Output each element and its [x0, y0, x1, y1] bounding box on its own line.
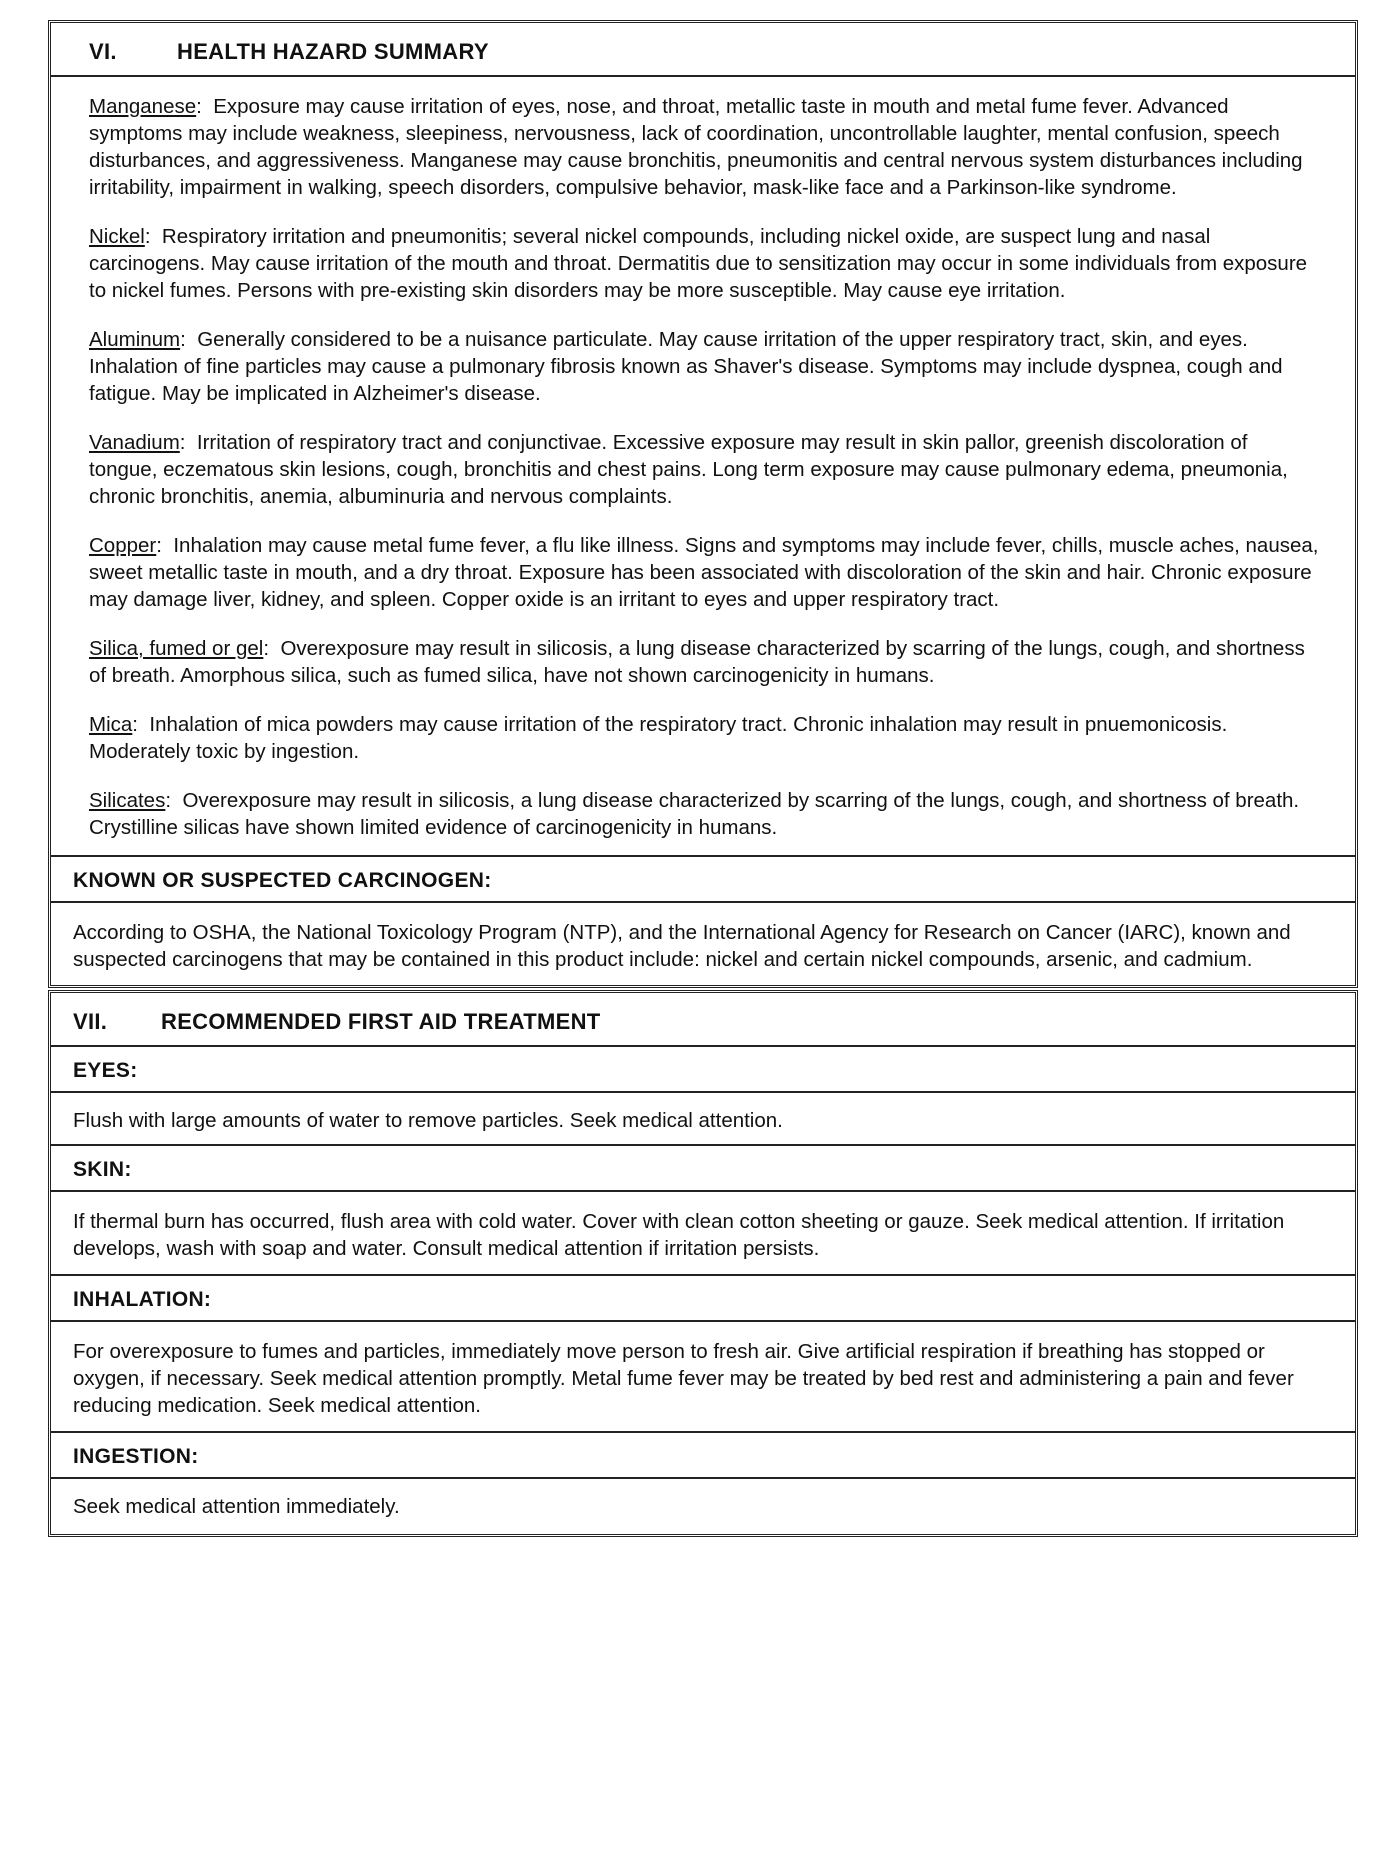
hazard-manganese: Manganese: Exposure may cause irritation of eyes, nose, and throat, metallic taste in mouth and metal fume fever. Advanced symptoms may include weakness, sleepiness, nervousness, lack of coordination, uncontrollable laughter, mental confusion, speech disturbances, and aggressiveness. Manganese may cause bronchitis, pneumonitis and central nervous system disturbances including irritability, impairment in walking, speech disorders, compulsive behavior, mask-like face and a Parkinson-like syndrome. — [89, 95, 1303, 199]
skin-heading: SKIN: — [51, 1144, 1355, 1192]
hazard-silica: Silica, fumed or gel: Overexposure may result in silicosis, a lung disease characterized by scarring of the lungs, cough, and shortness of breath. Amorphous silica, such as fumed silica, have not shown carcinogenicity in humans. — [89, 637, 1305, 687]
hazard-list — [51, 77, 1355, 855]
section-7-title: RECOMMENDED FIRST AID TREATMENT — [161, 1009, 601, 1034]
ingestion-text: Seek medical attention immediately. — [73, 1495, 400, 1518]
hazard-name: Nickel — [89, 225, 145, 248]
section-7-header — [51, 993, 1355, 1047]
hazard-name: Silica, fumed or gel — [89, 637, 264, 660]
inhalation-heading: INHALATION: — [51, 1274, 1355, 1322]
health-hazard-section — [48, 20, 1358, 988]
inhalation-text: For overexposure to fumes and particles, immediately move person to fresh air. Give artificial respiration if breathing has stopped or oxygen, if necessary. Seek medical attention promptly. Metal fume fever may be treated by bed rest and administering a pain and fever reducing medication. Seek medical attention. — [73, 1340, 1294, 1417]
msds-page — [48, 20, 1358, 1537]
eyes-text: Flush with large amounts of water to remove particles. Seek medical attention. — [73, 1109, 783, 1132]
hazard-text: Exposure may cause irritation of eyes, nose, and throat, metallic taste in mouth and metal fume fever. Advanced symptoms may include weakness, sleepiness, nervousness, lack of coordination, uncontrollable laughter, mental confusion, speech disturbances, and aggressiveness. Manganese may cause bronchitis, pneumonitis and central nervous system disturbances including irritability, impairment in walking, speech disorders, compulsive behavior, mask-like face and a Parkinson-like syndrome. — [89, 95, 1303, 199]
hazard-text: Generally considered to be a nuisance particulate. May cause irritation of the upper respiratory tract, skin, and eyes. Inhalation of fine particles may cause a pulmonary fibrosis known as Shaver's disease. Symptoms may include dyspnea, cough and fatigue. May be implicated in Alzheimer's disease. — [89, 328, 1283, 405]
section-7-number: VII. — [73, 1009, 108, 1034]
hazard-mica: Mica: Inhalation of mica powders may cause irritation of the respiratory tract. Chronic inhalation may result in pnuemonicosis. Moderately toxic by ingestion. — [89, 713, 1228, 763]
hazard-name: Copper — [89, 534, 157, 557]
carcinogen-text: According to OSHA, the National Toxicology Program (NTP), and the International Agency for Research on Cancer (IARC), known and suspected carcinogens that may be contained in this product include: nickel and certain nickel compounds, arsenic, and cadmium. — [73, 921, 1291, 971]
hazard-vanadium: Vanadium: Irritation of respiratory tract and conjunctivae. Excessive exposure may result in skin pallor, greenish discoloration of tongue, eczematous skin lesions, cough, bronchitis and chest pains. Long term exposure may cause pulmonary edema, pneumonia, chronic bronchitis, anemia, albuminuria and nervous complaints. — [89, 431, 1288, 508]
hazard-name: Manganese — [89, 95, 197, 118]
skin-text: If thermal burn has occurred, flush area with cold water. Cover with clean cotton sheeting or gauze. Seek medical attention. If irritation develops, wash with soap and water. Consult medical attention if irritation persists. — [73, 1210, 1285, 1260]
hazard-text: Inhalation of mica powders may cause irritation of the respiratory tract. Chronic inhalation may result in pnuemonicosis. Moderately toxic by ingestion. — [89, 713, 1228, 763]
hazard-text: Irritation of respiratory tract and conjunctivae. Excessive exposure may result in skin pallor, greenish discoloration of tongue, eczematous skin lesions, cough, bronchitis and chest pains. Long term exposure may cause pulmonary edema, pneumonia, chronic bronchitis, anemia, albuminuria and nervous complaints. — [89, 431, 1288, 508]
hazard-copper: Copper: Inhalation may cause metal fume fever, a flu like illness. Signs and symptoms may include fever, chills, muscle aches, nausea, sweet metallic taste in mouth, and a dry throat. Exposure has been associated with discoloration of the skin and hair. Chronic exposure may damage liver, kidney, and spleen. Copper oxide is an irritant to eyes and upper respiratory tract. — [89, 534, 1319, 611]
section-6-header — [51, 23, 1355, 77]
section-6-title: HEALTH HAZARD SUMMARY — [177, 39, 489, 64]
hazard-nickel: Nickel: Respiratory irritation and pneumonitis; several nickel compounds, including nickel oxide, are suspect lung and nasal carcinogens. May cause irritation of the mouth and throat. Dermatitis due to sensitization may occur in some individuals from exposure to nickel fumes. Persons with pre-existing skin disorders may be more susceptible. May cause eye irritation. — [89, 225, 1308, 302]
hazard-text: Overexposure may result in silicosis, a lung disease characterized by scarring of the lungs, cough, and shortness of breath. Amorphous silica, such as fumed silica, have not shown carcinogenicity in humans. — [89, 637, 1305, 687]
carcinogen-heading: KNOWN OR SUSPECTED CARCINOGEN: — [51, 855, 1355, 903]
hazard-text: Inhalation may cause metal fume fever, a flu like illness. Signs and symptoms may include fever, chills, muscle aches, nausea, sweet metallic taste in mouth, and a dry throat. Exposure has been associated with discoloration of the skin and hair. Chronic exposure may damage liver, kidney, and spleen. Copper oxide is an irritant to eyes and upper respiratory tract. — [89, 534, 1319, 611]
hazard-name: Silicates — [89, 789, 166, 812]
hazard-silicates: Silicates: Overexposure may result in silicosis, a lung disease characterized by scarring of the lungs, cough, and shortness of breath. Crystilline silicas have shown limited evidence of carcinogenicity in humans. — [89, 789, 1300, 839]
hazard-text: Respiratory irritation and pneumonitis; several nickel compounds, including nickel oxide, are suspect lung and nasal carcinogens. May cause irritation of the mouth and throat. Dermatitis due to sensitization may occur in some individuals from exposure to nickel fumes. Persons with pre-existing skin disorders may be more susceptible. May cause eye irritation. — [89, 225, 1308, 302]
hazard-aluminum: Aluminum: Generally considered to be a nuisance particulate. May cause irritation of the upper respiratory tract, skin, and eyes. Inhalation of fine particles may cause a pulmonary fibrosis known as Shaver's disease. Symptoms may include dyspnea, cough and fatigue. May be implicated in Alzheimer's disease. — [89, 328, 1283, 405]
hazard-name: Vanadium — [89, 431, 180, 454]
section-6-number: VI. — [89, 39, 117, 64]
ingestion-heading: INGESTION: — [51, 1431, 1355, 1479]
first-aid-section — [48, 990, 1358, 1537]
hazard-name: Aluminum — [89, 328, 181, 351]
hazard-name: Mica — [89, 713, 133, 736]
eyes-heading: EYES: — [51, 1047, 1355, 1093]
hazard-text: Overexposure may result in silicosis, a lung disease characterized by scarring of the lungs, cough, and shortness of breath. Crystilline silicas have shown limited evidence of carcinogenicity in humans. — [89, 789, 1300, 839]
